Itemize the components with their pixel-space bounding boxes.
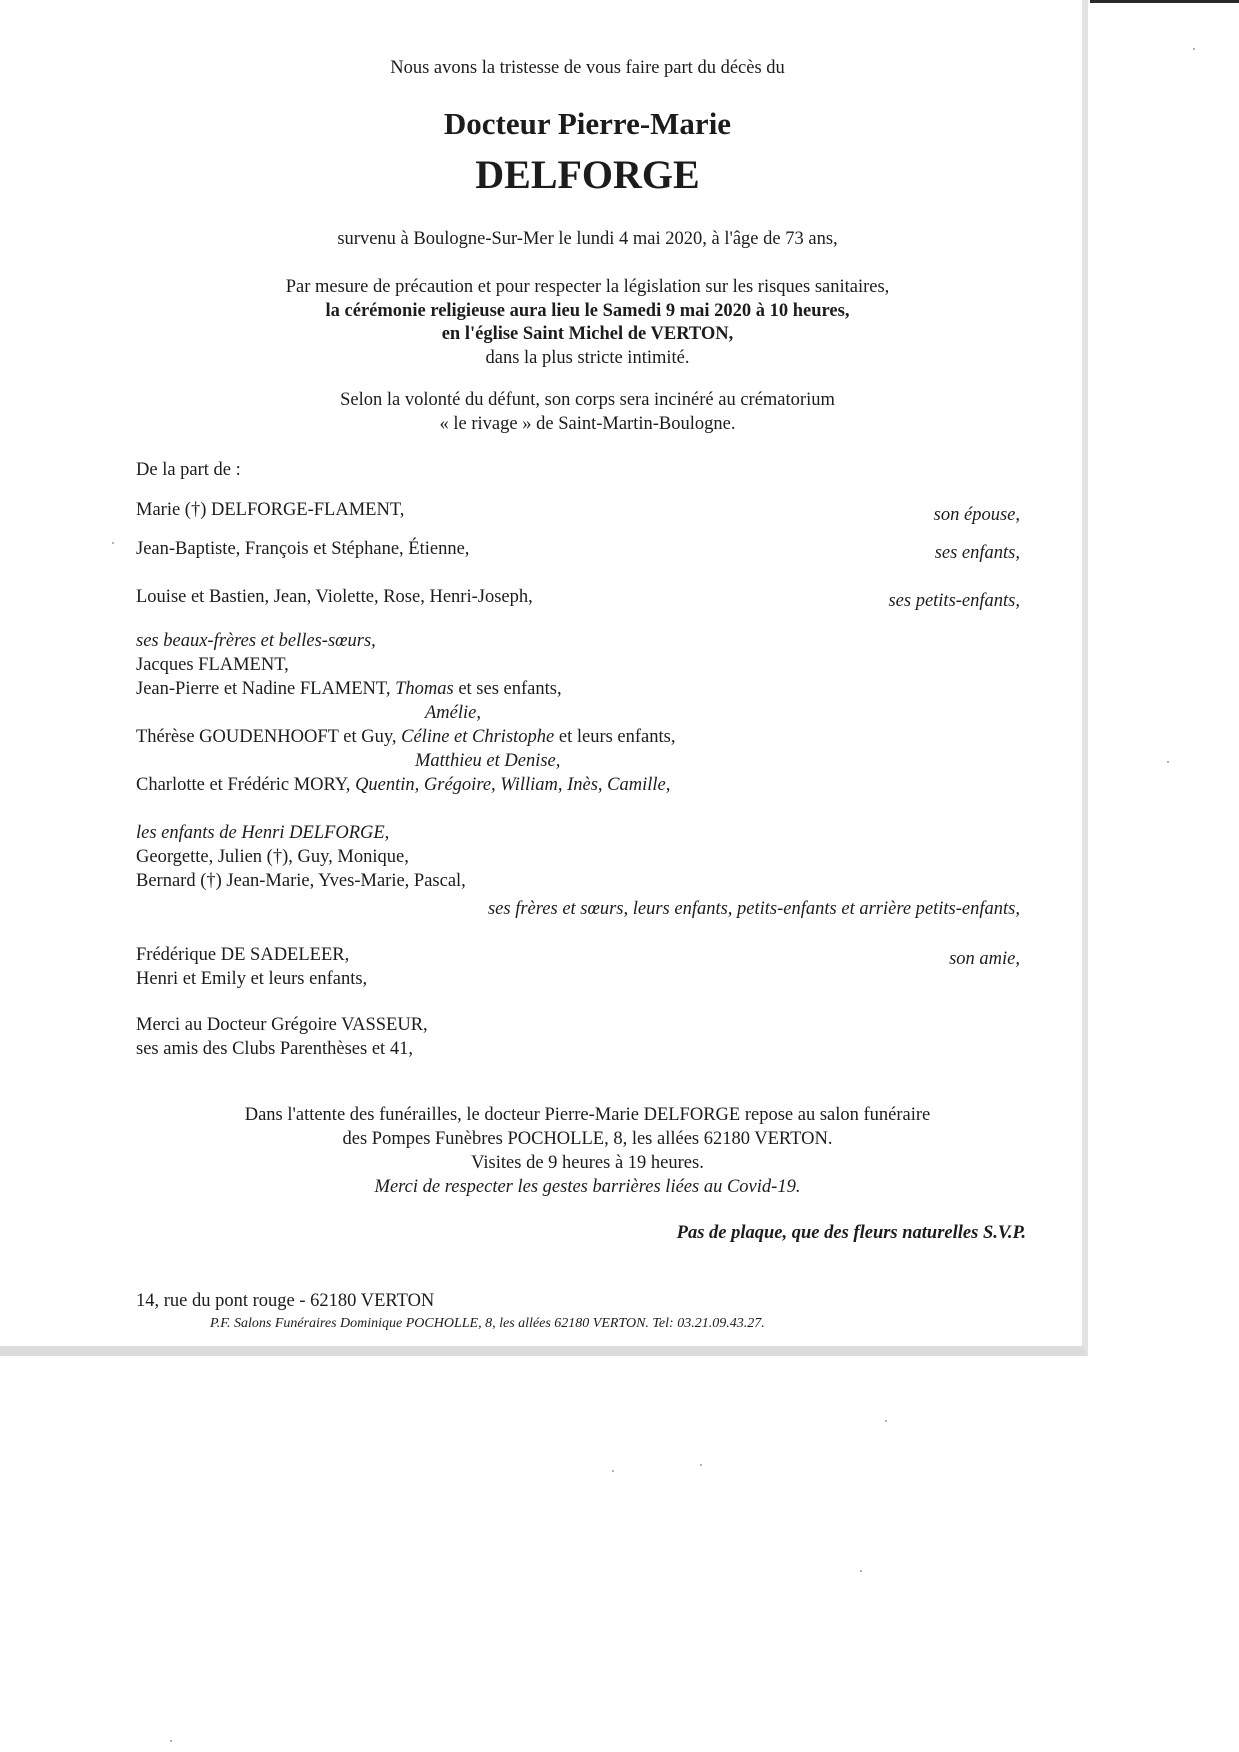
children-names: Jean-Baptiste, François et Stéphane, Étienne, bbox=[136, 539, 470, 559]
inlaws-title: ses beaux-frères et belles-sœurs, bbox=[136, 631, 376, 651]
friend-line-2: Henri et Emily et leurs enfants, bbox=[136, 969, 368, 989]
ceremony-line-4: dans la plus stricte intimité. bbox=[485, 348, 690, 368]
thanks-line-2: ses amis des Clubs Parenthèses et 41, bbox=[136, 1039, 413, 1059]
henri-line-2: Bernard (†) Jean-Marie, Yves-Marie, Pascal, bbox=[136, 871, 466, 891]
cremation-line-2: « le rivage » de Saint-Martin-Boulogne. bbox=[439, 414, 736, 434]
friend-relation: son amie, bbox=[949, 949, 1020, 969]
children-relation: ses enfants, bbox=[934, 543, 1020, 563]
inlaws-therese-b: Céline et Christophe bbox=[401, 727, 555, 747]
from-label: De la part de : bbox=[136, 460, 241, 480]
inlaws-amelie: Amélie, bbox=[425, 703, 481, 723]
deceased-title: Docteur Pierre-Marie bbox=[443, 106, 732, 141]
scan-edge-line bbox=[1090, 0, 1239, 3]
scan-speck bbox=[1167, 761, 1169, 763]
scan-speck bbox=[612, 1470, 614, 1472]
ceremony-line-1: Par mesure de précaution et pour respecter la législation sur les risques sanitaires, bbox=[285, 277, 890, 297]
scan-speck bbox=[700, 1464, 702, 1466]
grandchildren-relation: ses petits-enfants, bbox=[888, 591, 1020, 611]
scan-speck bbox=[860, 1570, 862, 1572]
funeral-line-2: des Pompes Funèbres POCHOLLE, 8, les allées 62180 VERTON. bbox=[342, 1129, 833, 1149]
inlaws-jean-pierre-a: Jean-Pierre et Nadine FLAMENT, bbox=[136, 679, 396, 699]
inlaws-jacques: Jacques FLAMENT, bbox=[136, 655, 289, 675]
intro-text: Nous avons la tristesse de vous faire part du décès du bbox=[390, 58, 785, 78]
inlaws-charlotte bbox=[136, 774, 670, 796]
scan-speck bbox=[885, 1420, 887, 1422]
spouse-relation: son épouse, bbox=[933, 505, 1020, 525]
inlaws-charlotte-a: Charlotte et Frédéric MORY, bbox=[136, 775, 356, 795]
deceased-surname: DELFORGE bbox=[475, 152, 700, 197]
inlaws-therese bbox=[136, 726, 676, 748]
family-address: 14, rue du pont rouge - 62180 VERTON bbox=[136, 1291, 435, 1311]
inlaws-jean-pierre bbox=[136, 678, 562, 700]
death-notice: survenu à Boulogne-Sur-Mer le lundi 4 mai 2020, à l'âge de 73 ans, bbox=[337, 229, 838, 249]
thanks-line-1: Merci au Docteur Grégoire VASSEUR, bbox=[136, 1015, 428, 1035]
cremation-line-1: Selon la volonté du défunt, son corps sera incinéré au crématorium bbox=[340, 390, 835, 410]
inlaws-therese-c: et leurs enfants, bbox=[554, 727, 676, 747]
flowers-note: Pas de plaque, que des fleurs naturelles S.V.P. bbox=[676, 1223, 1026, 1243]
scan-speck bbox=[112, 542, 114, 544]
funeral-home-footer: P.F. Salons Funéraires Dominique POCHOLLE, 8, les allées 62180 VERTON. Tel: 03.21.09.43.27. bbox=[210, 1316, 765, 1331]
funeral-line-1: Dans l'attente des funérailles, le docteur Pierre-Marie DELFORGE repose au salon funéraire bbox=[244, 1105, 931, 1125]
grandchildren-names: Louise et Bastien, Jean, Violette, Rose, Henri-Joseph, bbox=[136, 587, 533, 607]
inlaws-jean-pierre-c: et ses enfants, bbox=[453, 679, 562, 699]
inlaws-matthieu: Matthieu et Denise, bbox=[415, 751, 561, 771]
friend-line-1: Frédérique DE SADELEER, bbox=[136, 945, 350, 965]
funeral-line-3: Visites de 9 heures à 19 heures. bbox=[471, 1153, 704, 1173]
spouse-names: Marie (†) DELFORGE-FLAMENT, bbox=[136, 500, 405, 520]
henri-relation: ses frères et sœurs, leurs enfants, petits-enfants et arrière petits-enfants, bbox=[487, 899, 1020, 919]
inlaws-therese-a: Thérèse GOUDENHOOFT et Guy, bbox=[136, 727, 402, 747]
funeral-line-4: Merci de respecter les gestes barrières liées au Covid-19. bbox=[374, 1177, 801, 1197]
inlaws-charlotte-b: Quentin, Grégoire, William, Inès, Camille, bbox=[355, 775, 671, 795]
inlaws-jean-pierre-b: Thomas bbox=[395, 679, 454, 699]
henri-line-1: Georgette, Julien (†), Guy, Monique, bbox=[136, 847, 409, 867]
ceremony-line-3: en l'église Saint Michel de VERTON, bbox=[441, 324, 734, 344]
scan-speck bbox=[170, 1740, 172, 1742]
scan-speck bbox=[1193, 48, 1195, 50]
henri-title: les enfants de Henri DELFORGE, bbox=[136, 823, 390, 843]
ceremony-line-2: la cérémonie religieuse aura lieu le Samedi 9 mai 2020 à 10 heures, bbox=[325, 301, 850, 321]
